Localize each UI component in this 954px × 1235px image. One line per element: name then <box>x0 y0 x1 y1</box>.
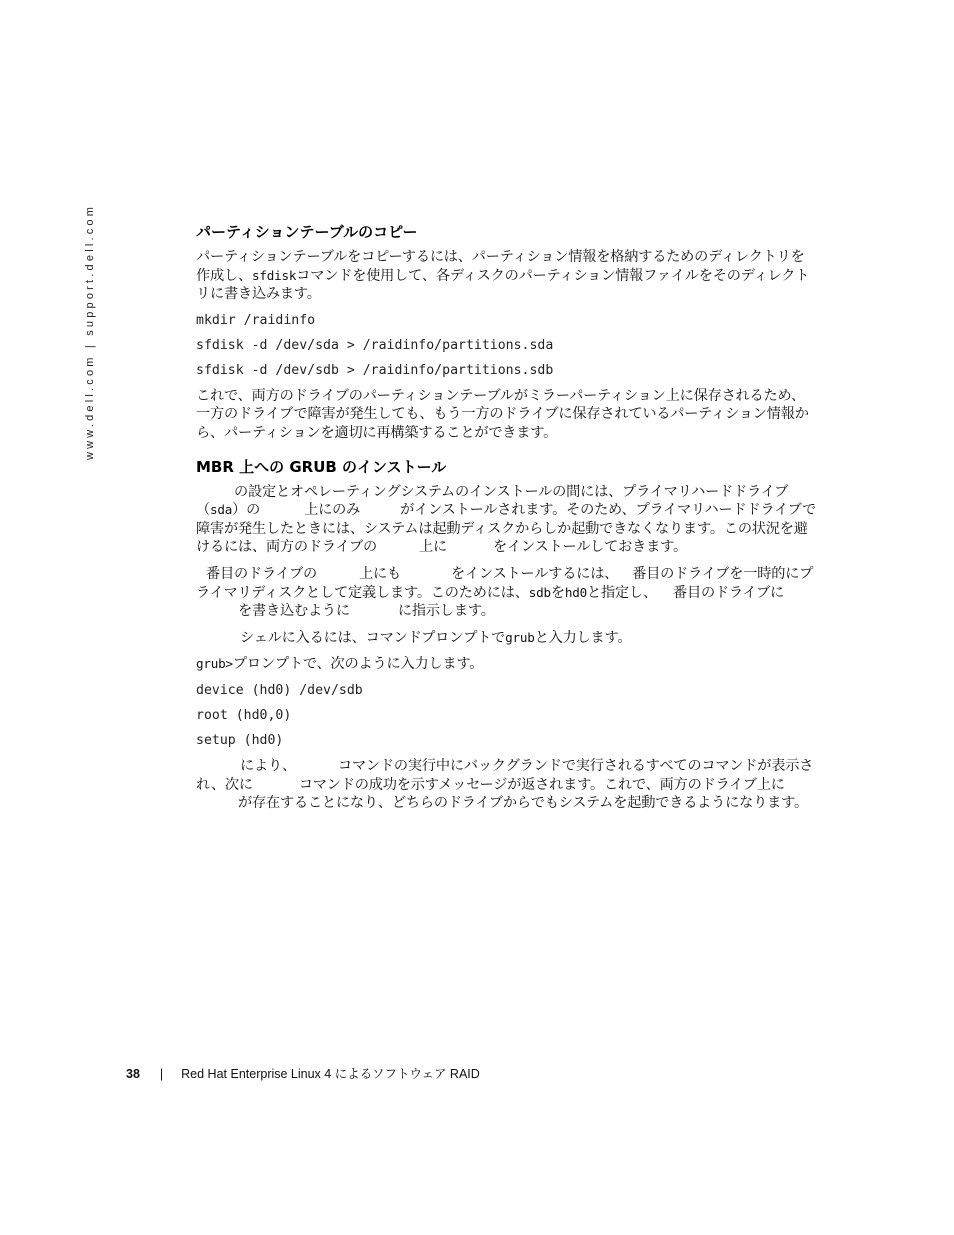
grub-paragraph-3: シェルに入るには、コマンドプロンプトでgrubと入力します。 <box>240 629 632 646</box>
grub-paragraph-1: の設定とオペレーティングシステムのインストールの間には、プライマリハードドライブ（sda）の 上にのみ がインストールされます。そのため、プライマリハードドライブで障害が発生したときには、システムは起動ディスクからしか起動できなくなります。この状況を避けるには、両方のドライブの 上に をインストールしておきます。 <box>196 483 817 556</box>
grub-paragraph-5: により、 コマンドの実行中にバックグランドで実行されるすべてのコマンドが表示され、次に コマンドの成功を示すメッセージが返されます。これで、両方のドライブ上にが存在することになり、どちらのドライブからでもシステムを起動できるようになります。 <box>196 757 814 812</box>
grub-paragraph-2: 番目のドライブの 上にも をインストールするには、 番目のドライブを一時的にプライマリディスクとして定義します。このためには、sdbをhd0と指定し、 番目のドライブにを書き込むように に指示します。 <box>196 565 814 620</box>
command-sfdisk-sda: sfdisk -d /dev/sda > /raidinfo/partitions.sda <box>196 337 554 353</box>
page-footer <box>126 1064 480 1082</box>
partition-copy-result: これで、両方のドライブのパーティションテーブルがミラーパーティション上に保存されるため、一方のドライブで障害が発生しても、もう一方のドライブに保存されているパーティション情報から、パーティションを適切に再構築することができます。 <box>196 387 809 441</box>
section-heading-grub-mbr: MBR 上への GRUB のインストール <box>196 457 447 476</box>
section-heading-partition-copy: パーティションテーブルのコピー <box>196 223 418 241</box>
command-mkdir: mkdir /raidinfo <box>196 312 316 328</box>
command-sfdisk-sdb: sfdisk -d /dev/sdb > /raidinfo/partitions.sdb <box>196 362 554 378</box>
sidebar-url: www.dell.com | support.dell.com <box>84 203 96 460</box>
command-root: root (hd0,0) <box>196 707 292 723</box>
main-content <box>196 222 818 821</box>
footer-title: Red Hat Enterprise Linux 4 によるソフトウェア RAID <box>181 1067 480 1081</box>
command-setup: setup (hd0) <box>196 732 284 748</box>
command-device: device (hd0) /dev/sdb <box>196 682 363 698</box>
page-number: 38 <box>126 1067 140 1081</box>
grub-paragraph-4: grub>プロンプトで、次のように入力します。 <box>196 656 484 673</box>
partition-copy-intro: パーティションテーブルをコピーするには、パーティション情報を格納するためのディレクトリを作成し、sfdiskコマンドを使用して、各ディスクのパーティション情報ファイルをそのディレクトリに書き込みます。 <box>196 249 810 303</box>
footer-separator: | <box>159 1067 164 1081</box>
